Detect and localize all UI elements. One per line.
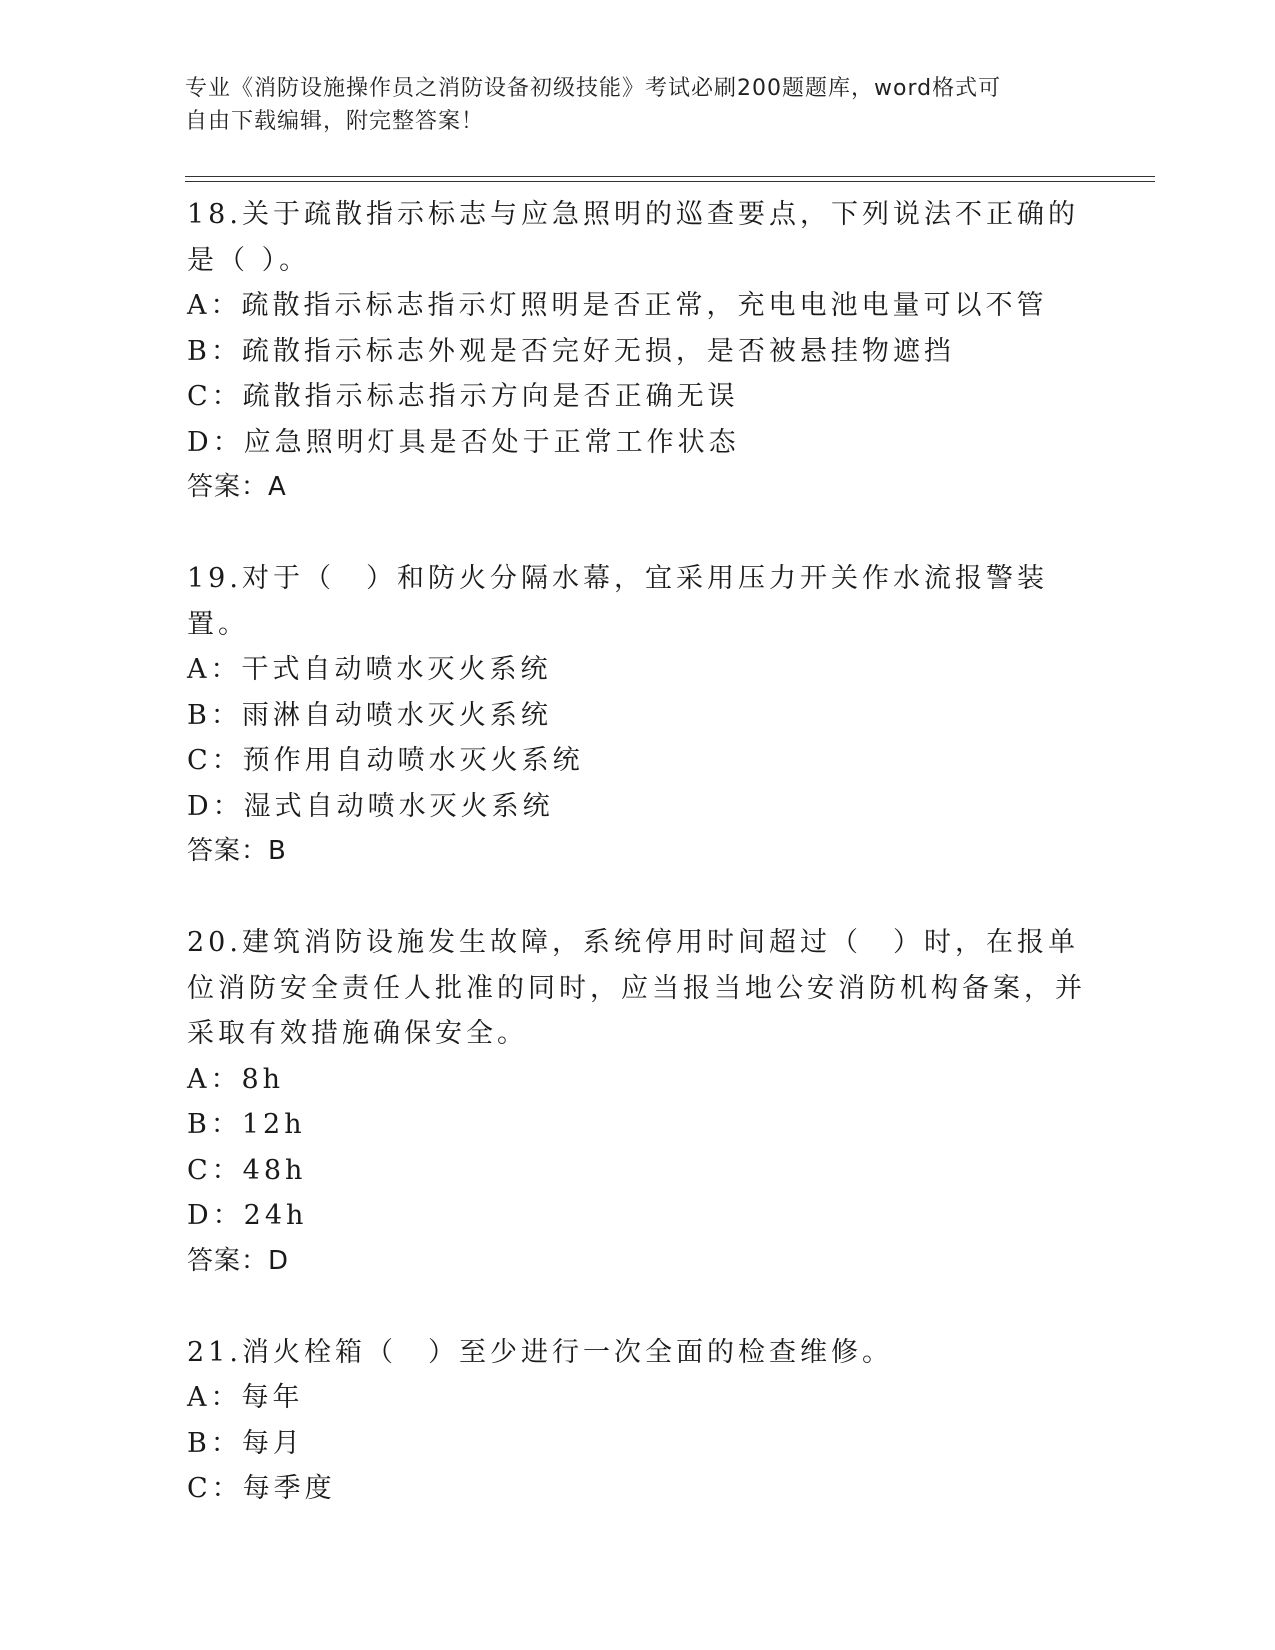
option-a: A：每年 [187, 1382, 304, 1413]
document-header [185, 72, 1085, 138]
option-c: C：每季度 [187, 1473, 336, 1504]
option-a: A：8h [187, 1063, 285, 1095]
question-stem: 18.关于疏散指示标志与应急照明的巡查要点，下列说法不正确的是（ ）。 [187, 199, 1079, 276]
option-d: D：应急照明灯具是否处于正常工作状态 [187, 426, 740, 458]
question-list [187, 192, 1087, 1512]
question-stem: 19.对于（ ）和防火分隔水幕，宜采用压力开关作水流报警装置。 [187, 563, 1048, 640]
question-stem: 21.消火栓箱（ ）至少进行一次全面的检查维修。 [187, 1336, 893, 1368]
question-18 [187, 192, 1087, 511]
answer: 答案：A [187, 472, 287, 502]
question-19 [187, 556, 1087, 875]
option-b: B：12h [187, 1109, 306, 1140]
answer: 答案：D [187, 1245, 290, 1276]
option-b: B：雨淋自动喷水灭火系统 [187, 699, 552, 731]
option-a: A：疏散指示标志指示灯照明是否正常，充电电池电量可以不管 [187, 290, 1048, 321]
question-21 [187, 1330, 1087, 1512]
option-a: A：干式自动喷水灭火系统 [187, 654, 552, 685]
option-c: C：疏散指示标志指示方向是否正确无误 [187, 381, 739, 412]
question-20 [187, 920, 1087, 1284]
option-c: C：预作用自动喷水灭火系统 [187, 745, 584, 776]
header-line-2: 自由下载编辑，附完整答案！ [185, 109, 485, 134]
header-line-1: 专业《消防设施操作员之消防设备初级技能》考试必刷200题题库，word格式可 [185, 76, 1002, 101]
question-stem: 20.建筑消防设施发生故障，系统停用时间超过（ ）时，在报单位消防安全责任人批准的同时，应当报当地公安消防机构备案，并采取有效措施确保安全。 [187, 927, 1086, 1049]
answer: 答案：B [187, 836, 287, 866]
option-b: B：每月 [187, 1427, 304, 1459]
option-b: B：疏散指示标志外观是否完好无损，是否被悬挂物遮挡 [187, 335, 955, 367]
option-d: D：湿式自动喷水灭火系统 [187, 790, 554, 822]
header-divider-bottom [185, 181, 1155, 182]
header-divider-top [185, 176, 1155, 177]
option-c: C：48h [187, 1154, 307, 1186]
option-d: D：24h [187, 1200, 308, 1231]
